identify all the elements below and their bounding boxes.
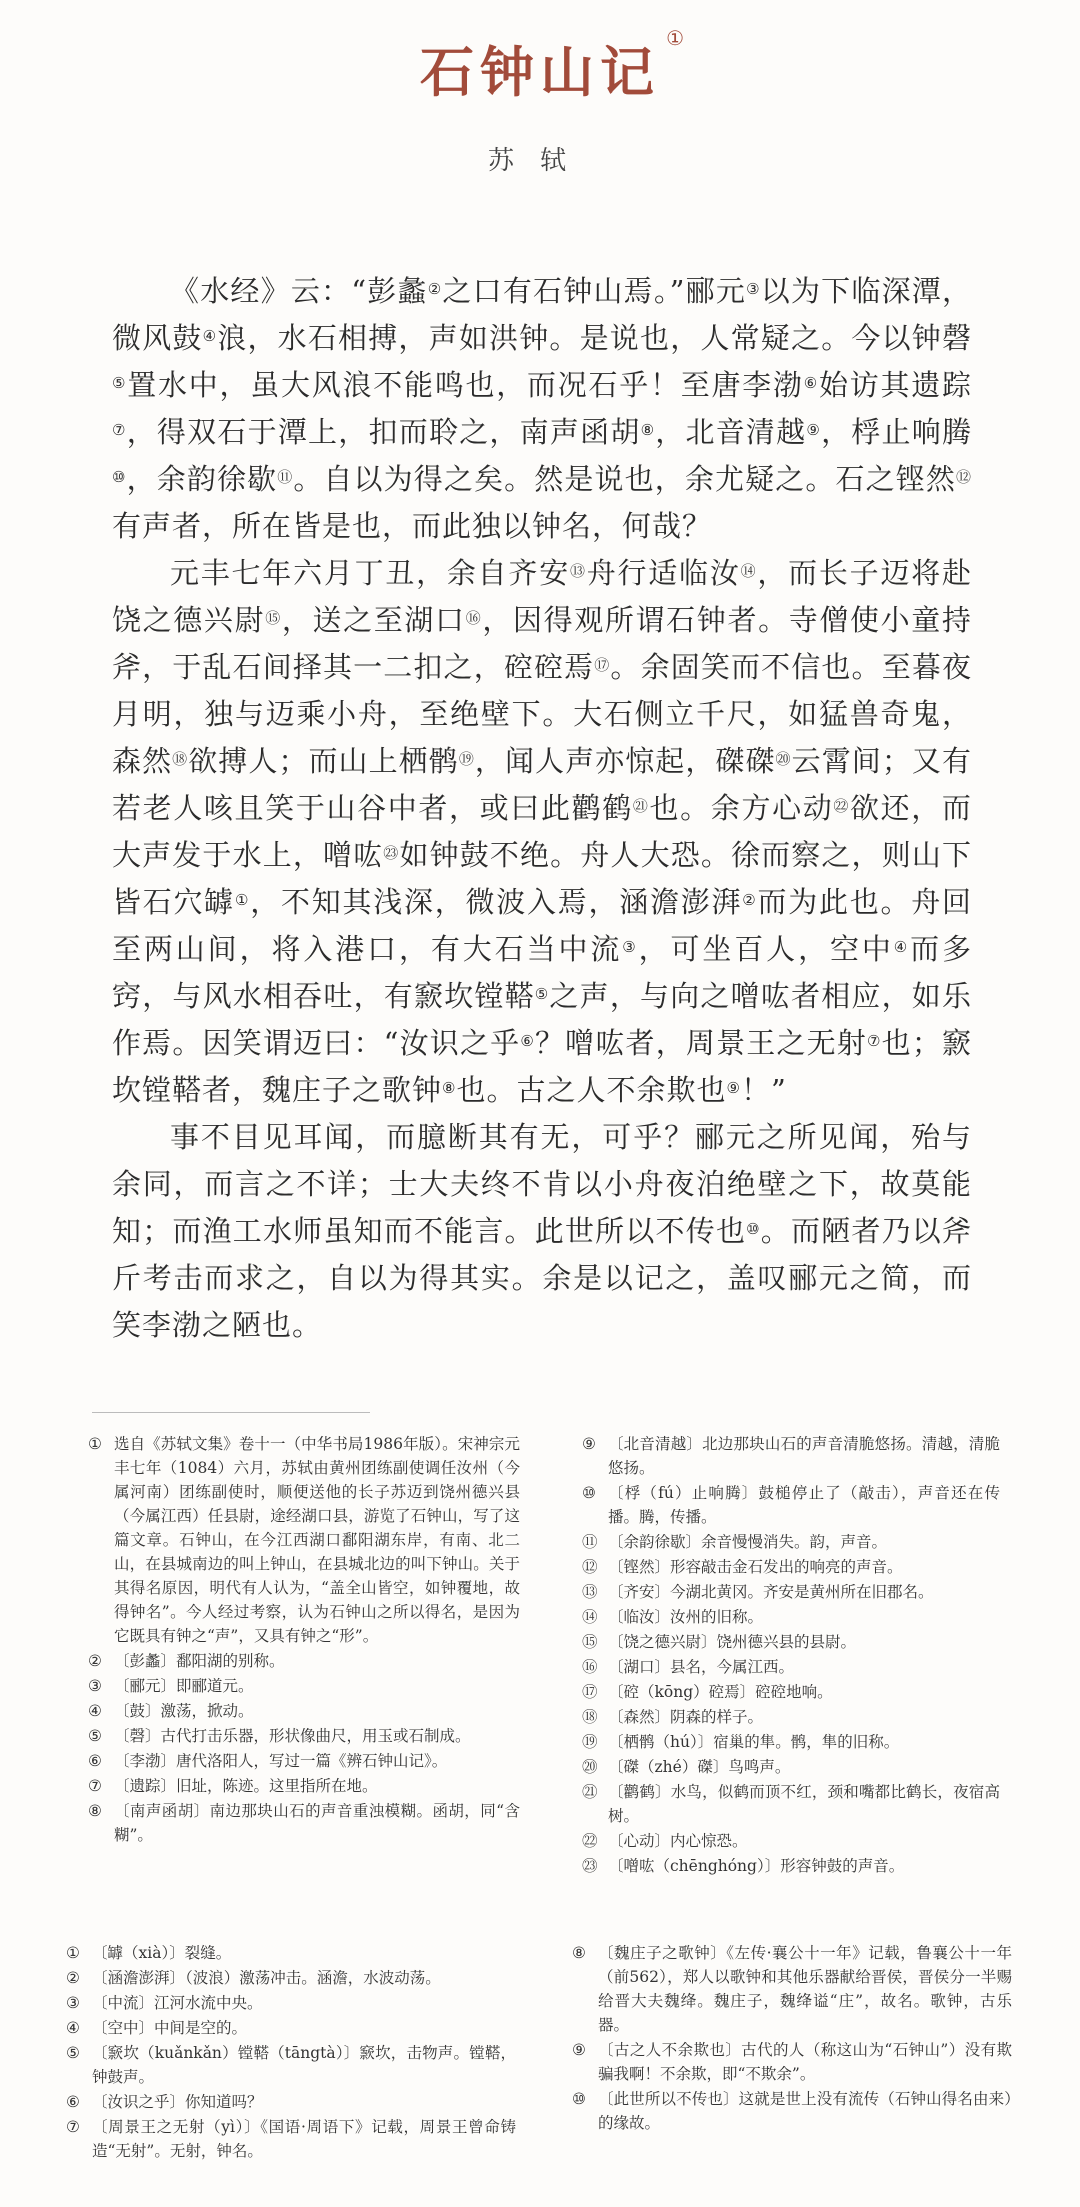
text-run: 如钟鼓不绝。舟人大恐。徐而察之，则山下皆石穴罅 (112, 838, 972, 919)
footnote-marker: ③ (622, 938, 639, 956)
text-run: 事不目见耳闻，而臆断其有无，可乎？郦元之所见闻，殆与余同，而言之不详；士大夫终不肯以小舟夜泊绝壁之下，故莫能知；而渔工水师虽知而不能言。此世所以不传也 (112, 1120, 972, 1248)
text-run: 。余固笑而不信也。至暮夜月明，独与迈乘小舟，至绝壁下。大石侧立千尺，如猛兽奇鬼，森然 (112, 650, 972, 778)
footnote-item (88, 1774, 520, 1798)
footnote-item (66, 1966, 516, 1990)
footnote-marker: ⑲ (458, 750, 475, 768)
footnote-item (582, 1655, 1000, 1679)
footnotes-column-4 (572, 1941, 1012, 2136)
text-run: ，不知其浅深，微波入焉，涵澹澎湃 (250, 885, 743, 919)
footnote-number: ⑲ (582, 1733, 598, 1751)
paragraph (112, 268, 972, 550)
text-run: 。自以为得之矣。然是说也，余尤疑之。石之铿然 (293, 462, 956, 496)
footnote-marker: ⑯ (465, 609, 483, 627)
footnote-item (88, 1749, 520, 1773)
footnote-marker: ⑥ (520, 1032, 535, 1050)
text-run: 以为下临深潭，微风鼓 (112, 274, 973, 355)
footnote-marker: ⑬ (569, 562, 587, 580)
footnote-text: 〔涵澹澎湃〕（波浪）激荡冲击。涵澹，水波动荡。 (92, 1969, 441, 1987)
footnote-text: 〔临汝〕汝州的旧称。 (608, 1608, 764, 1626)
text-run: ，因得观所谓石钟者。寺僧使小童持斧，于乱石间择其一二扣之，硿硿焉 (112, 603, 972, 684)
footnote-text: 〔噌吰（chēnghóng）〕形容钟鼓的声音。 (608, 1857, 905, 1875)
footnote-item (582, 1580, 1000, 1604)
footnote-text: 〔遗踪〕旧址，陈迹。这里指所在地。 (114, 1777, 378, 1795)
footnote-text: 〔魏庄子之歌钟〕《左传·襄公十一年》记载，鲁襄公十一年（前562），郑人以歌钟和其他乐器献给晋侯，晋侯分一半赐给晋大夫魏绛。魏庄子，魏绛谥“庄”，故名。歌钟，古乐器。 (598, 1944, 1012, 2034)
footnote-number: ③ (66, 1994, 80, 2012)
text-run: 之口有石钟山焉。”郦元 (442, 274, 747, 308)
footnote-number: ① (66, 1944, 80, 1962)
footnote-text: 〔古之人不余欺也〕古代的人（称这山为“石钟山”）没有欺骗我啊！不余欺，即“不欺余”。 (598, 2041, 1012, 2083)
footnote-marker: ⑪ (277, 468, 294, 486)
footnote-number: ⑭ (582, 1608, 598, 1626)
text-run: 也。余方心动 (649, 791, 834, 825)
footnote-item (582, 1705, 1000, 1729)
footnote-text: 〔中流〕江河水流中央。 (92, 1994, 263, 2012)
footnote-number: ⑯ (582, 1658, 598, 1676)
text-run: ？噌吰者，周景王之无射 (535, 1026, 867, 1060)
footnote-marker: ⑮ (265, 609, 282, 627)
footnote-marker: ⑱ (172, 750, 189, 768)
text-run: ，送之至湖口 (281, 603, 466, 637)
page-title: 石钟山记 (420, 40, 660, 104)
text-run: ，而长子迈将赴饶之德兴尉 (112, 556, 972, 637)
footnote-item (582, 1829, 1000, 1853)
footnote-marker: ⑤ (112, 374, 128, 392)
footnote-number: ⑧ (572, 1944, 586, 1962)
footnote-marker: ⑨ (726, 1079, 741, 1097)
text-run: 舟行适临汝 (586, 556, 741, 590)
text-run: ，得双石于潭上，扣而聆之，南声函胡 (126, 415, 641, 449)
footnote-number: ⑰ (582, 1683, 598, 1701)
paragraph (112, 1114, 972, 1349)
text-run: 《水经》云：“彭蠡 (170, 274, 428, 308)
text-run: 浪，水石相搏，声如洪钟。是说也，人常疑之。今以钟磬 (217, 321, 972, 355)
footnote-item (66, 1991, 516, 2015)
footnote-text: 〔栖鹘（hú）〕宿巢的隼。鹘，隼的旧称。 (608, 1733, 900, 1751)
footnote-item (582, 1432, 1000, 1480)
footnote-marker: ⑦ (112, 421, 127, 439)
footnote-number: ⑩ (572, 2090, 586, 2108)
text-run: ，桴止响腾 (821, 415, 972, 449)
footnote-text: 〔周景王之无射（yì）〕《国语·周语下》记载，周景王曾命铸造“无射”。无射，钟名。 (92, 2118, 516, 2160)
footnote-text: 〔李渤〕唐代洛阳人，写过一篇《辨石钟山记》。 (114, 1752, 448, 1770)
footnote-number: ⑨ (582, 1435, 596, 1453)
footnote-marker: ⑳ (775, 750, 792, 768)
text-run: ！” (740, 1073, 787, 1107)
text-run: 也；窾坎镗鞳者，魏庄子之歌钟 (112, 1026, 973, 1107)
footnote-marker: ④ (202, 327, 218, 345)
footnote-number: ② (88, 1652, 102, 1670)
footnote-marker: ⑤ (534, 985, 550, 1003)
footnote-number: ⑧ (88, 1802, 102, 1820)
footnote-text: 〔桴（fú）止响腾〕鼓槌停止了（敲击），声音还在传播。腾，传播。 (608, 1484, 1000, 1526)
footnote-item (66, 2115, 516, 2163)
footnote-text: 〔罅（xià）〕裂缝。 (92, 1944, 232, 1962)
footnote-marker: ⑩ (746, 1220, 761, 1238)
footnote-text: 〔空中〕中间是空的。 (92, 2019, 248, 2037)
footnote-marker: ④ (893, 938, 911, 956)
text-run: 而为此也。舟回至两山间，将入港口，有大石当中流 (112, 885, 972, 966)
footnote-item (582, 1530, 1000, 1554)
footnote-text: 〔磔（zhé）磔〕鸟鸣声。 (608, 1758, 791, 1776)
author-name: 苏轼 (487, 146, 592, 176)
footnote-number: ⑪ (582, 1533, 598, 1551)
text-run: 欲搏人；而山上栖鹘 (188, 744, 459, 778)
footnote-marker: ⑧ (640, 421, 656, 439)
footnote-number: ⑳ (582, 1758, 598, 1776)
footnote-number: ① (88, 1435, 102, 1453)
footnote-number: ⑥ (66, 2093, 80, 2111)
footnote-text: 〔磬〕古代打击乐器，形状像曲尺，用玉或石制成。 (114, 1727, 471, 1745)
footnote-item (582, 1630, 1000, 1654)
footnote-text: 〔铿然〕形容敲击金石发出的响亮的声音。 (608, 1558, 903, 1576)
footnote-number: ⑨ (572, 2041, 586, 2059)
footnote-number: ⑤ (66, 2044, 80, 2062)
footnote-text: 〔鼓〕激荡，掀动。 (114, 1702, 254, 1720)
footnote-number: ⑮ (582, 1633, 598, 1651)
footnote-text: 〔北音清越〕北边那块山石的声音清脆悠扬。清越，清脆悠扬。 (608, 1435, 1000, 1477)
footnote-item (88, 1799, 520, 1847)
footnote-item (582, 1605, 1000, 1629)
footnotes-column-1 (88, 1432, 520, 1848)
footnote-marker: ⑩ (112, 468, 127, 486)
footnote-text: 〔彭蠡〕鄱阳湖的别称。 (114, 1652, 285, 1670)
footnote-number: ⑥ (88, 1752, 102, 1770)
footnote-marker: ① (235, 891, 251, 909)
footnote-marker: ⑫ (955, 468, 972, 486)
footnote-text: 〔齐安〕今湖北黄冈。齐安是黄州所在旧郡名。 (608, 1583, 934, 1601)
footnote-item (582, 1555, 1000, 1579)
footnote-text: 〔窾坎（kuǎnkǎn）镗鞳（tāngtà）〕窾坎，击物声。镗鞳，钟鼓声。 (92, 2044, 516, 2086)
footnote-number: ㉑ (582, 1783, 598, 1801)
text-run: 云霄间；又有若老人咳且笑于山谷中者，或曰此鹳鹤 (112, 744, 972, 825)
footnotes-column-2 (582, 1432, 1000, 1879)
footnote-divider (92, 1412, 370, 1413)
title-block (0, 26, 1080, 107)
footnote-text: 〔郦元〕即郦道元。 (114, 1677, 254, 1695)
text-run: 欲还，而大声发于水上，噌吰 (112, 791, 972, 872)
footnote-item (88, 1724, 520, 1748)
footnotes-column-3 (66, 1941, 516, 2164)
footnote-item (582, 1481, 1000, 1529)
footnote-marker: ② (427, 280, 443, 298)
paragraph (112, 550, 972, 1114)
footnote-number: ⑫ (582, 1558, 598, 1576)
footnote-item (582, 1780, 1000, 1828)
footnote-text: 〔森然〕阴森的样子。 (608, 1708, 764, 1726)
footnote-number: ③ (88, 1677, 102, 1695)
text-run: 。而陋者乃以斧斤考击而求之，自以为得其实。余是以记之，盖叹郦元之简，而笑李渤之陋也。 (112, 1214, 972, 1342)
footnote-marker: ⑭ (740, 562, 758, 580)
footnote-number: ② (66, 1969, 80, 1987)
title-footnote-marker: ① (666, 26, 690, 50)
footnote-item (582, 1730, 1000, 1754)
footnote-item (66, 2016, 516, 2040)
footnote-item (88, 1674, 520, 1698)
text-run: 元丰七年六月丁丑，余自齐安 (170, 556, 570, 590)
footnote-item (88, 1699, 520, 1723)
footnote-number: ⑦ (88, 1777, 102, 1795)
footnote-text: 〔湖口〕县名，今属江西。 (608, 1658, 795, 1676)
footnote-item (582, 1755, 1000, 1779)
footnote-number: ⑩ (582, 1484, 596, 1502)
footnote-number: ㉒ (582, 1832, 598, 1850)
text-run: 有声者，所在皆是也，而此独以钟名，何哉？ (112, 509, 713, 543)
footnote-number: ④ (88, 1702, 102, 1720)
footnote-marker: ⑥ (803, 374, 819, 392)
text-run: ，北音清越 (655, 415, 807, 449)
footnote-text: 〔饶之德兴尉〕饶州德兴县的县尉。 (608, 1633, 857, 1651)
footnote-item (572, 2038, 1012, 2086)
footnote-number: ⑤ (88, 1727, 102, 1745)
footnote-item (572, 1941, 1012, 2037)
footnote-text: 〔汝识之乎〕你知道吗？ (92, 2093, 263, 2111)
footnote-item (572, 2087, 1012, 2135)
footnote-item (88, 1432, 520, 1648)
text-run: 也。古之人不余欺也 (456, 1073, 727, 1107)
text-run: 始访其遗踪 (818, 368, 972, 402)
footnote-marker: ⑨ (806, 421, 822, 439)
footnote-item (66, 1941, 516, 1965)
text-run: 置水中，虽大风浪不能鸣也，而况石乎！至唐李渤 (127, 368, 804, 402)
footnote-marker: ㉓ (383, 844, 400, 862)
footnote-item (66, 2041, 516, 2089)
footnote-text: 选自《苏轼文集》卷十一（中华书局1986年版）。宋神宗元丰七年（1084）六月，苏轼由黄州团练副使调任汝州（今属河南）团练副使时，顺便送他的长子苏迈到饶州德兴县（今属江西）任县尉，途经湖口县，游览了石钟山，写了这篇文章。石钟山，在今江西湖口鄱阳湖东岸，有南、北二山，在县城南边的叫上钟山，在县城北边的叫下钟山。关于其得名原因，明代有人认为，“盖全山皆空，如钟覆地，故得钟名”。今人经过考察，认为石钟山之所以得名，是因为它既具有钟之“声”，又具有钟之“形”。 (114, 1435, 520, 1645)
footnote-marker: ② (742, 891, 758, 909)
article-body (112, 268, 972, 1349)
footnote-item (88, 1649, 520, 1673)
footnote-marker: ㉑ (632, 797, 650, 815)
footnote-item (66, 2090, 516, 2114)
text-run: ，闻人声亦惊起，磔磔 (474, 744, 776, 778)
footnote-number: ⑦ (66, 2118, 80, 2136)
text-run: ，可坐百人，空中 (638, 932, 894, 966)
footnote-number: ⑱ (582, 1708, 598, 1726)
text-run: ，余韵徐歇 (126, 462, 278, 496)
footnote-item (582, 1854, 1000, 1878)
footnote-marker: ⑰ (594, 656, 611, 674)
footnote-text: 〔此世所以不传也〕这就是世上没有流传（石钟山得名由来）的缘故。 (598, 2090, 1012, 2132)
footnote-number: ⑬ (582, 1583, 598, 1601)
footnote-text: 〔鹳鹤〕水鸟，似鹤而顶不红，颈和嘴都比鹤长，夜宿高树。 (608, 1783, 1000, 1825)
footnote-marker: ⑧ (442, 1079, 457, 1097)
footnote-marker: ⑦ (867, 1032, 882, 1050)
text-run: 之声，与向之噌吰者相应，如乐作焉。因笑谓迈曰：“汝识之乎 (112, 979, 972, 1060)
footnote-number: ㉓ (582, 1857, 598, 1875)
footnote-text: 〔心动〕内心惊恐。 (608, 1832, 748, 1850)
footnote-text: 〔余韵徐歇〕余音慢慢消失。韵，声音。 (608, 1533, 888, 1551)
footnote-number: ④ (66, 2019, 80, 2037)
footnote-text: 〔南声函胡〕南边那块山石的声音重浊模糊。函胡，同“含糊”。 (114, 1802, 520, 1844)
footnote-marker: ㉒ (833, 797, 851, 815)
footnote-item (582, 1680, 1000, 1704)
text-run: 而多窍，与风水相吞吐，有窾坎镗鞳 (112, 932, 972, 1013)
footnote-text: 〔硿（kōng）硿焉〕硿硿地响。 (608, 1683, 833, 1701)
footnote-marker: ③ (746, 280, 761, 298)
